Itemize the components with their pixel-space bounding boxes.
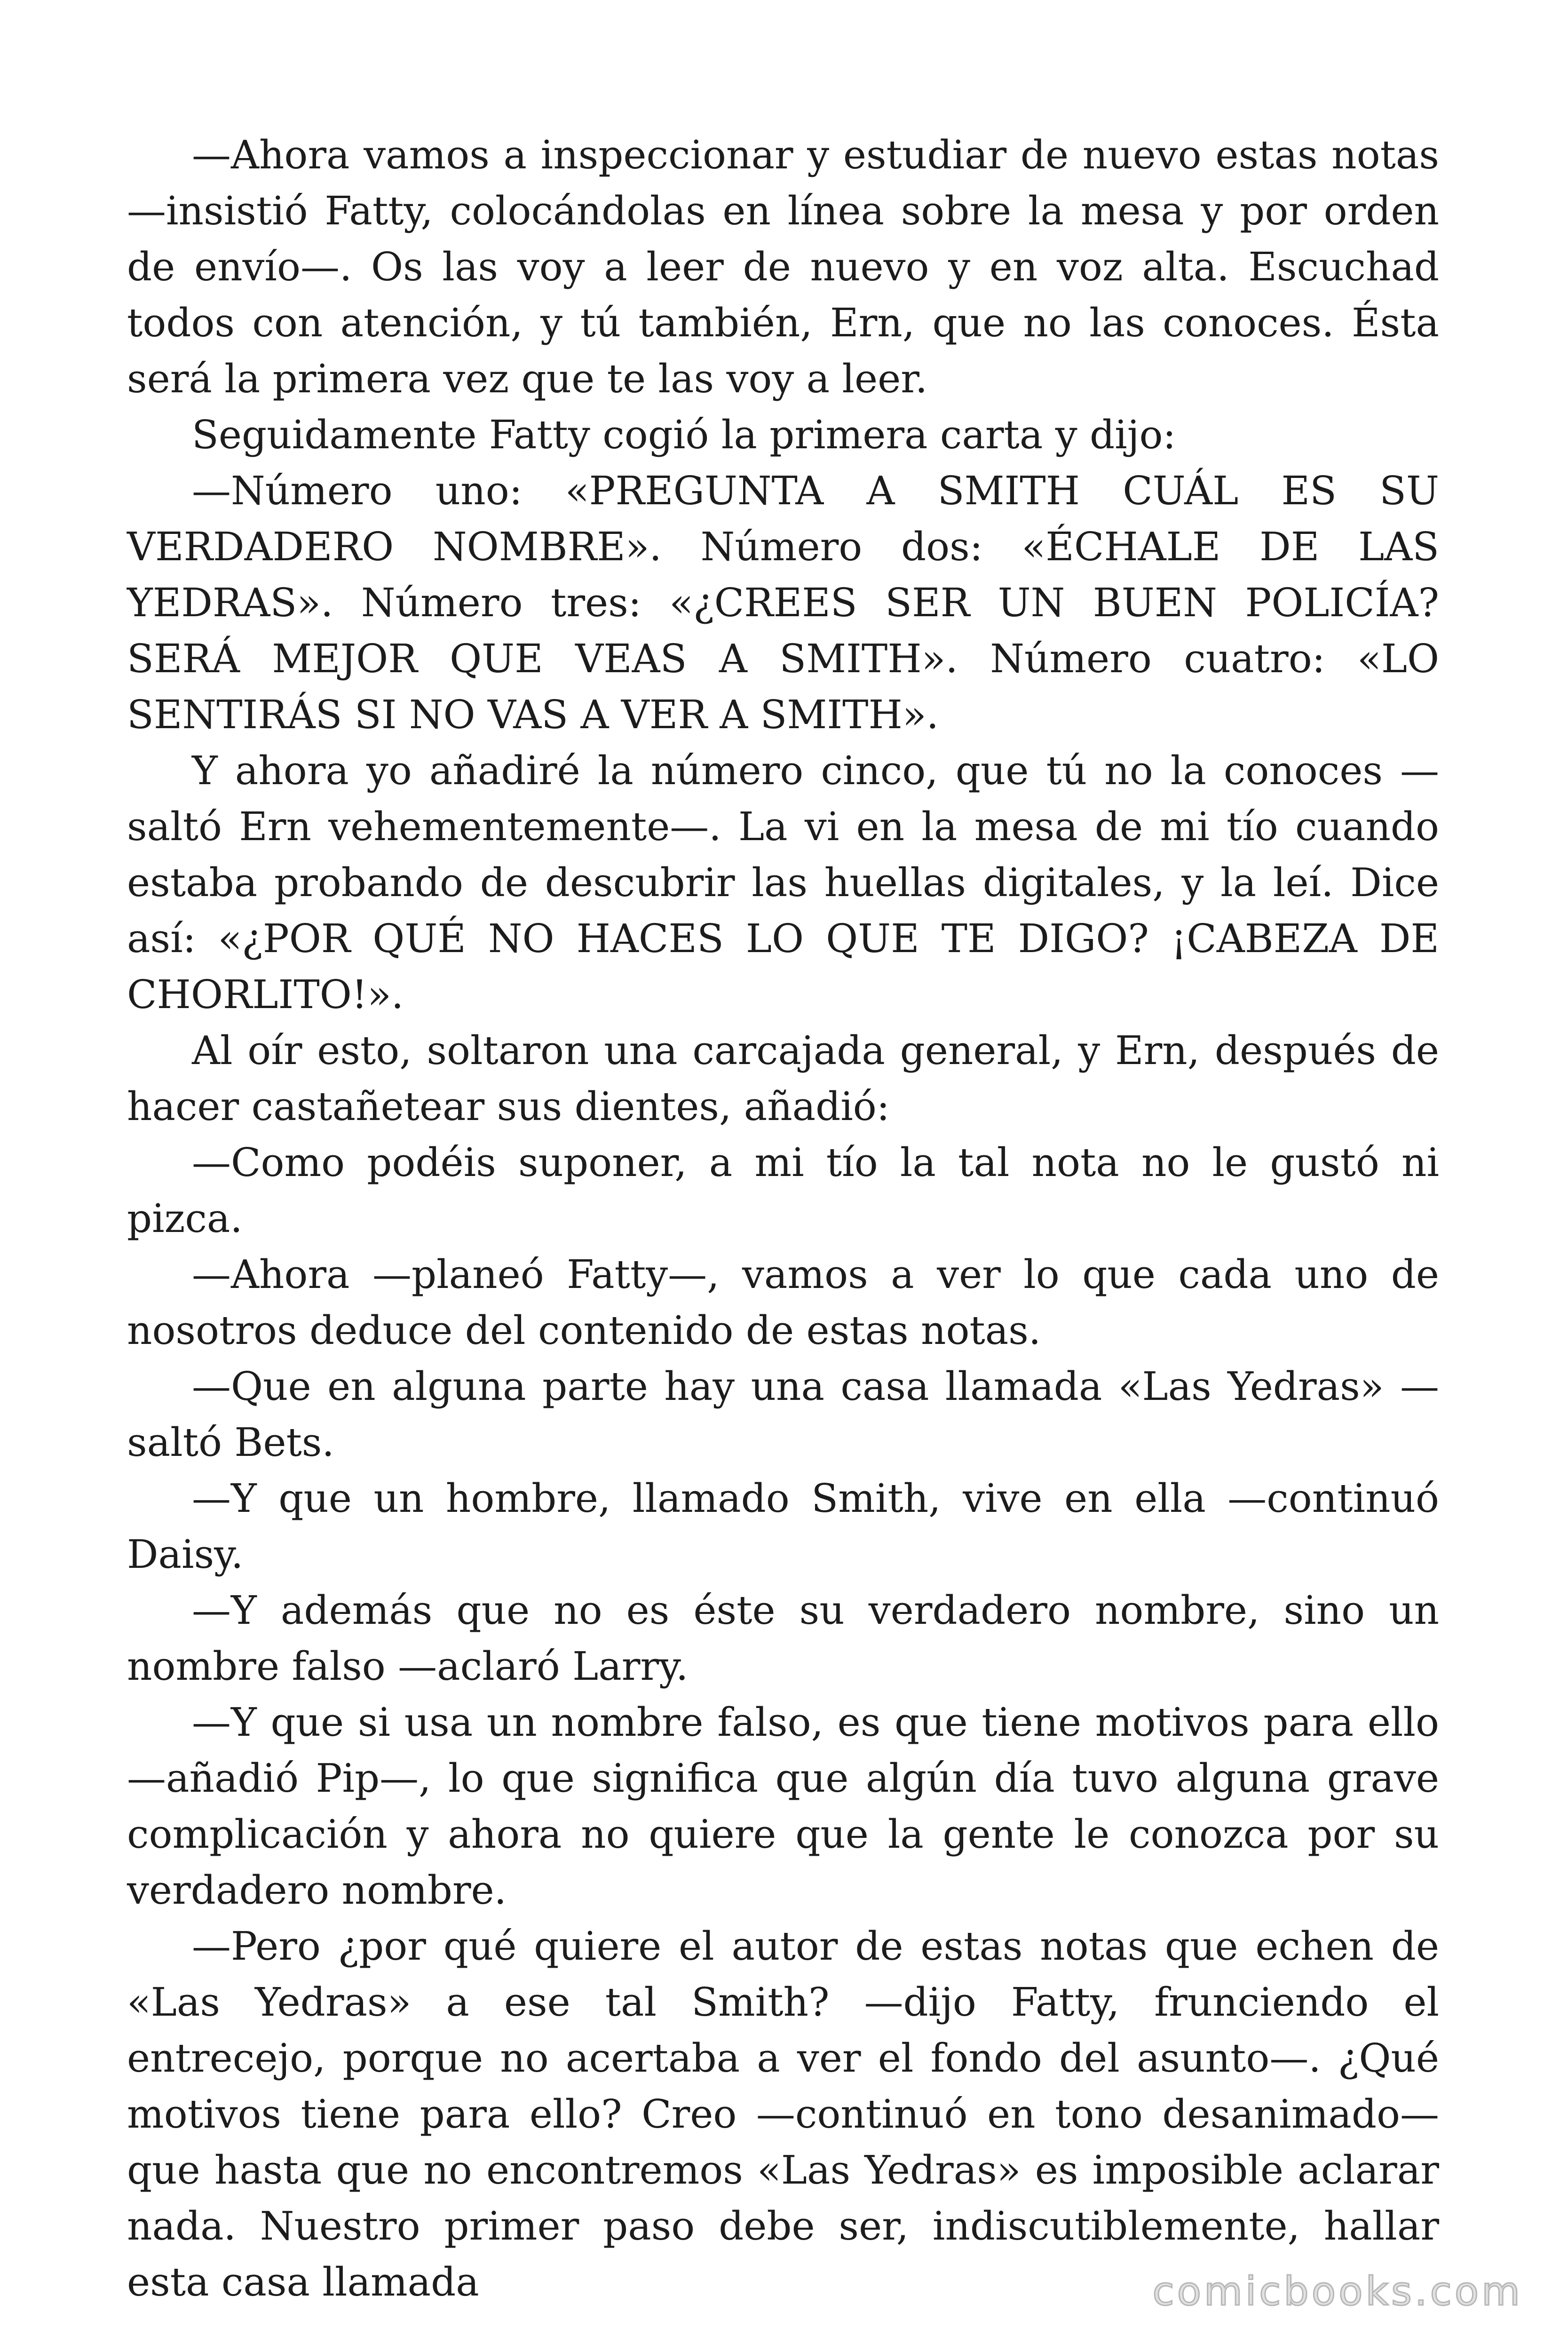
paragraph: —Como podéis suponer, a mi tío la tal nota no le gustó ni pizca. [127,1140,1439,1241]
paragraph: —Ahora vamos a inspeccionar y estudiar de nuevo estas notas —insistió Fatty, colocándolas en línea sobre la mesa y por orden de envío—. Os las voy a leer de nuevo y en voz alta. Escuchad todos con atención, y tú también, Ern, que no las conoces. Ésta será la primera vez que te las voy a leer. [127,132,1439,402]
paragraph: Al oír esto, soltaron una carcajada general, y Ern, después de hacer castañetear sus dientes, añadió: [127,1028,1439,1129]
paragraph: Seguidamente Fatty cogió la primera carta y dijo: [192,412,1176,458]
paragraph: —Y que si usa un nombre falso, es que tiene motivos para ello —añadió Pip—, lo que significa que algún día tuvo alguna grave complicación y ahora no quiere que la gente le conozca por su verdadero nombre. [127,1700,1439,1913]
paragraph: —Y además que no es éste su verdadero nombre, sino un nombre falso —aclaró Larry. [127,1588,1439,1689]
paragraph: —Ahora —planeó Fatty—, vamos a ver lo que cada uno de nosotros deduce del contenido de estas notas. [127,1252,1439,1353]
paragraph: —Pero ¿por qué quiere el autor de estas notas que echen de «Las Yedras» a ese tal Smith? —dijo Fatty, frunciendo el entrecejo, porque no acertaba a ver el fondo del asunto—. ¿Qué motivos tiene para ello? Creo —continuó en tono desanimado— que hasta que no encontremos «Las Yedras» es imposible aclarar nada. Nuestro primer paso debe ser, indiscutiblemente, hallar esta casa llamada [127,1923,1439,2305]
paragraph: Y ahora yo añadiré la número cinco, que tú no la conoces —saltó Ern vehementemente—. La vi en la mesa de mi tío cuando estaba probando de descubrir las huellas digitales, y la leí. Dice así: «¿POR QUÉ NO HACES LO QUE TE DIGO? ¡CABEZA DE CHORLITO!». [127,748,1439,1017]
watermark: comicbooks.com [1152,2268,1523,2314]
paragraph: —Que en alguna parte hay una casa llamada «Las Yedras» —saltó Bets. [127,1364,1439,1465]
paragraph: —Y que un hombre, llamado Smith, vive en ella —continuó Daisy. [127,1476,1439,1577]
paragraph: —Número uno: «PREGUNTA A SMITH CUÁL ES SU VERDADERO NOMBRE». Número dos: «ÉCHALE DE LAS YEDRAS». Número tres: «¿CREES SER UN BUEN POLICÍA? SERÁ MEJOR QUE VEAS A SMITH». Número cuatro: «LO SENTIRÁS SI NO VAS A VER A SMITH». [127,468,1439,738]
body-text [127,127,1439,2310]
